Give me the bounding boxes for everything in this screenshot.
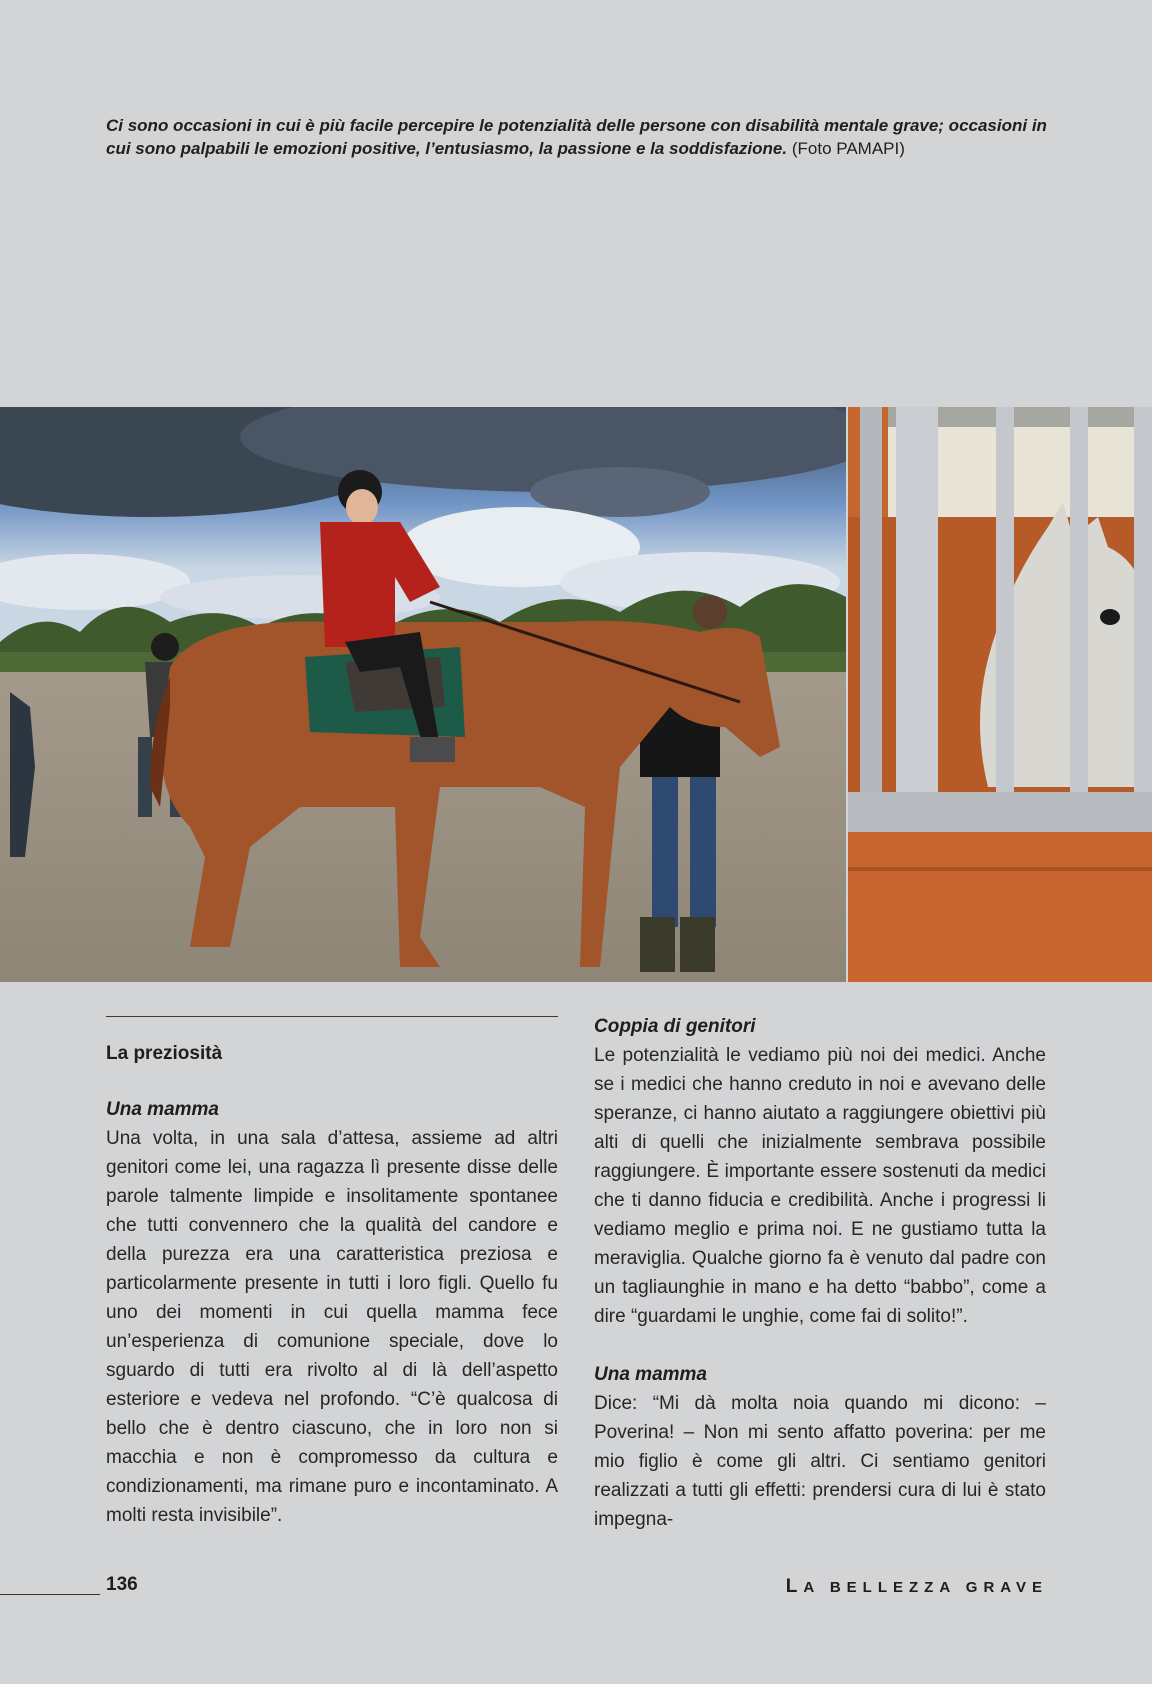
paragraph-right-1: Le potenzialità le vediamo più noi dei medici. Anche se i medici che hanno creduto in noi e avevano delle speranze, ci hanno aiutato a raggiungere obiettivi più alti di quelli che inizialmente sembrava possibile raggiungere. È importante essere sostenuti da medici che ti danno fiducia e credibilità. Anche i progressi li vediamo meglio e prima noi. E ne gustiamo tutta la meraviglia. Qualche giorno fa è venuto dal padre con un tagliaunghie in mano e ha detto “babbo”, come a dire “guardami le unghie, come fai di solito!”. <box>594 1045 1046 1327</box>
column-rule <box>106 1016 558 1017</box>
horse-stall-photo <box>848 407 1152 982</box>
running-title <box>786 1576 1048 1598</box>
photo-caption <box>106 114 1056 160</box>
paragraph-right-2: Dice: “Mi dà molta noia quando mi dicono: – Poverina! – Non mi sento affatto poverina: per me mio figlio è come gli altri. Ci sentiamo genitori realizzati a tutti gli effetti: prendersi cura di lui è stato impegna- <box>594 1393 1046 1530</box>
sub-heading-una-mamma-2: Una mamma <box>594 1364 707 1385</box>
page-number: 136 <box>106 1574 138 1595</box>
running-title-rest: A BELLEZZA GRAVE <box>803 1579 1048 1596</box>
section-title: La preziosità <box>106 1043 223 1064</box>
footer-rule <box>0 1594 100 1595</box>
paragraph-left: Una volta, in una sala d’attesa, assieme ad altri genitori come lei, una ragazza lì presente disse delle parole talmente limpide e insolitamente spontanee che tutti convennero che la qualità del candore e della purezza era una caratteristica preziosa e particolarmente presente in tutti i loro figli. Quello fu uno dei momenti in cui quella mamma fece un’esperienza di comunione speciale, dove lo sguardo di tutti era rivolto al di là dell’aspetto esteriore e vedeva nel profondo. “C’è qualcosa di bello che è dentro ciascuno, che in loro non si macchia e non è compromesso da cultura e condizionamenti, ma rimane puro e incontaminato. A molti resta invisibile”. <box>106 1128 558 1526</box>
horse-riding-photo <box>0 407 846 982</box>
caption-credit: (Foto PAMAPI) <box>791 139 905 158</box>
caption-text: Ci sono occasioni in cui è più facile percepire le potenzialità delle persone con disabilità mentale grave; occasioni in cui sono palpabili le emozioni positive, l’entusiasmo, la passione e la soddisfazione. <box>106 116 1047 158</box>
left-column <box>106 1016 558 1530</box>
sub-heading-coppia: Coppia di genitori <box>594 1016 756 1037</box>
running-title-initial: L <box>785 1576 804 1597</box>
right-column <box>594 1012 1046 1534</box>
sub-heading-una-mamma: Una mamma <box>106 1099 219 1120</box>
